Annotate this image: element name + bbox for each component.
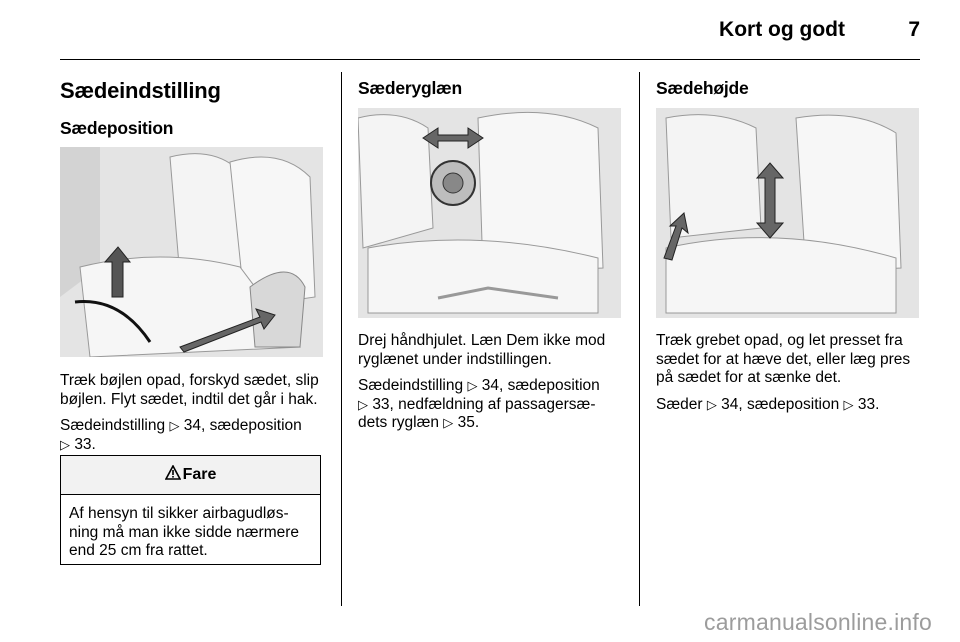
seat-height-illustration bbox=[656, 108, 919, 318]
ref-folding-label: 33, nedfældning af passagersæ- bbox=[372, 395, 596, 413]
header-title: Kort og godt bbox=[719, 18, 845, 41]
backrest-heading: Sæderyglæn bbox=[358, 78, 462, 98]
page-ref-arrow-icon: ▷ bbox=[60, 436, 70, 452]
watermark: carmanualsonline.info bbox=[704, 609, 932, 635]
column-1-body bbox=[60, 372, 326, 454]
ref-page-number: 33. bbox=[74, 435, 96, 453]
page-ref-arrow-icon: ▷ bbox=[169, 418, 180, 433]
subsection-heading: Sædeposition bbox=[60, 118, 174, 138]
column-1 bbox=[60, 70, 325, 139]
header-rule bbox=[60, 59, 920, 60]
ref-seats-label: Sæder bbox=[656, 395, 703, 413]
seat-height-instruction-text: Træk grebet opad, og let presset fra sædet for at hæve det, eller læg pres på sædet for at sænke det. bbox=[656, 332, 911, 386]
ref-seat-position-label: 34, sædeposition bbox=[721, 395, 840, 413]
column-divider-2 bbox=[639, 72, 640, 606]
warning-box bbox=[60, 455, 321, 565]
warning-text: Af hensyn til sikker airbagudløs-ning må man ikke sidde nærmere end 25 cm fra rattet. bbox=[69, 505, 300, 559]
page-ref-arrow-icon: ▷ bbox=[706, 396, 717, 412]
warning-triangle-icon bbox=[165, 465, 181, 485]
page-ref-arrow-icon: ▷ bbox=[443, 415, 454, 430]
seat-height-reference-text bbox=[656, 396, 926, 415]
page-ref-arrow-icon: ▷ bbox=[843, 396, 854, 412]
ref-seat-adjust-label: Sædeindstilling bbox=[358, 377, 464, 394]
warning-header bbox=[61, 456, 320, 495]
column-2-body bbox=[358, 332, 623, 433]
backrest-reference-text bbox=[358, 377, 623, 433]
ref-page-number: 33. bbox=[857, 395, 880, 413]
section-heading: Sædeindstilling bbox=[60, 78, 221, 103]
page-ref-arrow-icon: ▷ bbox=[467, 378, 478, 393]
ref-seat-position-label: 34, sædeposition bbox=[481, 377, 600, 394]
ref-backrest-label: dets ryglæn bbox=[358, 414, 439, 431]
seat-instruction-text: Træk bøjlen opad, forskyd sædet, slip bøjlen. Flyt sædet, indtil det går i hak. bbox=[60, 372, 319, 408]
column-divider-1 bbox=[341, 72, 342, 606]
backrest-instruction-text: Drej håndhjulet. Læn Dem ikke mod ryglænet under indstillingen. bbox=[358, 332, 606, 368]
seat-height-heading: Sædehøjde bbox=[656, 78, 749, 98]
seat-position-illustration bbox=[60, 147, 323, 357]
page-ref-arrow-icon: ▷ bbox=[358, 396, 368, 412]
backrest-illustration bbox=[358, 108, 621, 318]
ref-seat-adjust-label: Sædeindstilling bbox=[60, 417, 166, 434]
column-3-body bbox=[656, 332, 926, 414]
warning-label: Fare bbox=[182, 466, 217, 483]
page-number: 7 bbox=[908, 18, 920, 41]
ref-seat-position-label: 34, sædeposition bbox=[183, 417, 302, 434]
ref-page-number: 35. bbox=[457, 414, 480, 431]
seat-reference-text bbox=[60, 417, 326, 454]
